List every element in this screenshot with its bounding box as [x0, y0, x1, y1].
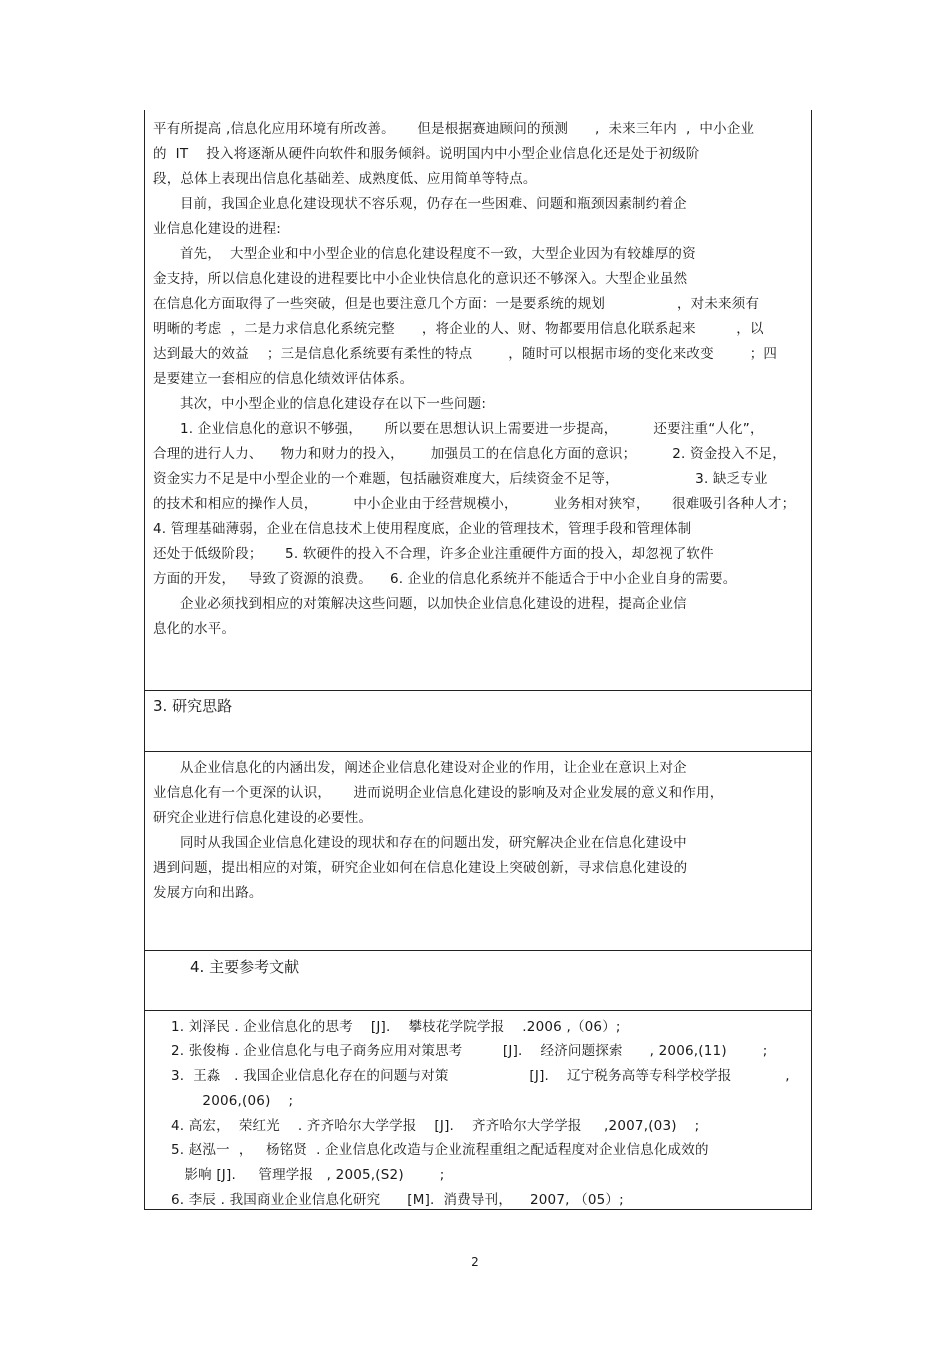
intro-line: 企业必须找到相应的对策解决这些问题，以加快企业信息化建设的进程，提高企业信: [153, 596, 687, 612]
table-rule-2: [144, 751, 812, 752]
reference-item: 2006,(06) ;: [153, 1093, 294, 1109]
intro-line: 首先， 大型企业和中小型企业的信息化建设程度不一致，大型企业因为有较雄厚的资: [153, 246, 696, 262]
intro-line: 平有所提高 ,信息化应用环境有所改善。 但是根据赛迪顾问的预测 , 未来三年内 , 中小企业: [153, 121, 755, 137]
section-3-heading: 3. 研究思路: [153, 697, 233, 715]
intro-line: 是要建立一套相应的信息化绩效评估体系。: [153, 371, 414, 387]
intro-line: 金支持，所以信息化建设的进程要比中小企业快信息化的意识还不够深入。大型企业虽然: [153, 271, 688, 287]
intro-line: 其次，中小型企业的信息化建设存在以下一些问题:: [153, 396, 487, 412]
section-4-heading: 4. 主要参考文献: [190, 958, 300, 976]
section-3-line: 业信息化有一个更深的认识， 进而说明企业信息化建设的影响及对企业发展的意义和作用，: [153, 785, 724, 801]
reference-item: 影响 [J]. 管理学报 , 2005,(S2) ;: [153, 1167, 445, 1183]
reference-item: 6. 李辰 . 我国商业企业信息化研究 [M]. 消费导刊， 2007, （05）;: [153, 1192, 624, 1208]
reference-item: 4. 高宏， 荣红光 . 齐齐哈尔大学学报 [J]. 齐齐哈尔大学学报 ,2007,(03) ;: [153, 1118, 700, 1134]
intro-line: 1. 企业信息化的意识不够强， 所以要在思想认识上需要进一步提高， 还要注重“人化”，: [153, 421, 764, 437]
reference-item: 3. 王淼 . 我国企业信息化存在的问题与对策 [J]. 辽宁税务高等专科学校学报 ,: [153, 1068, 790, 1084]
table-rule-5: [144, 1209, 812, 1210]
section-3-line: 发展方向和出路。: [153, 885, 263, 901]
intro-line: 目前，我国企业息化建设现状不容乐观，仍存在一些困难、问题和瓶颈因素制约着企: [153, 196, 687, 212]
intro-line: 达到最大的效益 ；三是信息化系统要有柔性的特点 ，随时可以根据市场的变化来改变 ；四: [153, 346, 778, 362]
intro-line: 业信息化建设的进程:: [153, 221, 282, 237]
intro-line: 息化的水平。: [153, 621, 236, 637]
intro-line: 明晰的考虑 ，二是力求信息化系统完整 ，将企业的人、财、物都要用信息化联系起来 ，以: [153, 321, 764, 337]
table-rule-3: [144, 950, 812, 951]
page-number: 2: [471, 1255, 479, 1269]
section-3-line: 遇到问题，提出相应的对策，研究企业如何在信息化建设上突破创新，寻求信息化建设的: [153, 860, 688, 876]
intro-line: 的 IT 投入将逐渐从硬件向软件和服务倾斜。说明国内中小型企业信息化还是处于初级阶: [153, 146, 700, 162]
section-3-line: 从企业信息化的内涵出发，阐述企业信息化建设对企业的作用，让企业在意识上对企: [153, 760, 687, 776]
table-rule-4: [144, 1010, 812, 1011]
intro-line: 的技术和相应的操作人员， 中小企业由于经营规模小， 业务相对狭窄， 很难吸引各种人才；: [153, 496, 796, 512]
intro-line: 合理的进行人力、 物力和财力的投入， 加强员工的在信息化方面的意识； 2. 资金投入不足，: [153, 446, 786, 462]
section-3-line: 同时从我国企业信息化建设的现状和存在的问题出发，研究解决企业在信息化建设中: [153, 835, 687, 851]
reference-item: 1. 刘泽民 . 企业信息化的思考 [J]. 攀枝花学院学报 .2006 ,（06）;: [153, 1019, 621, 1035]
intro-line: 方面的开发， 导致了资源的浪费。 6. 企业的信息化系统并不能适合于中小企业自身的需要。: [153, 571, 737, 587]
intro-line: 段，总体上表现出信息化基础差、成熟度低、应用简单等特点。: [153, 171, 537, 187]
intro-line: 资金实力不足是中小型企业的一个难题，包括融资难度大，后续资金不足等， 3. 缺乏专业: [153, 471, 768, 487]
table-rule-1: [144, 690, 812, 691]
intro-line: 在信息化方面取得了一些突破，但是也要注意几个方面：一是要系统的规划 ，对未来须有: [153, 296, 760, 312]
section-3-line: 研究企业进行信息化建设的必要性。: [153, 810, 373, 826]
reference-item: 2. 张俊梅 . 企业信息化与电子商务应用对策思考 [J]. 经济问题探索 , 2006,(11) ;: [153, 1043, 768, 1059]
intro-line: 4. 管理基础薄弱，企业在信息技术上使用程度底，企业的管理技术，管理手段和管理体制: [153, 521, 692, 537]
reference-item: 5. 赵泓一 ， 杨铭贤 . 企业信息化改造与企业流程重组之配适程度对企业信息化成效的: [153, 1142, 709, 1158]
intro-line: 还处于低级阶段； 5. 软硬件的投入不合理，许多企业注重硬件方面的投入，却忽视了软件: [153, 546, 714, 562]
